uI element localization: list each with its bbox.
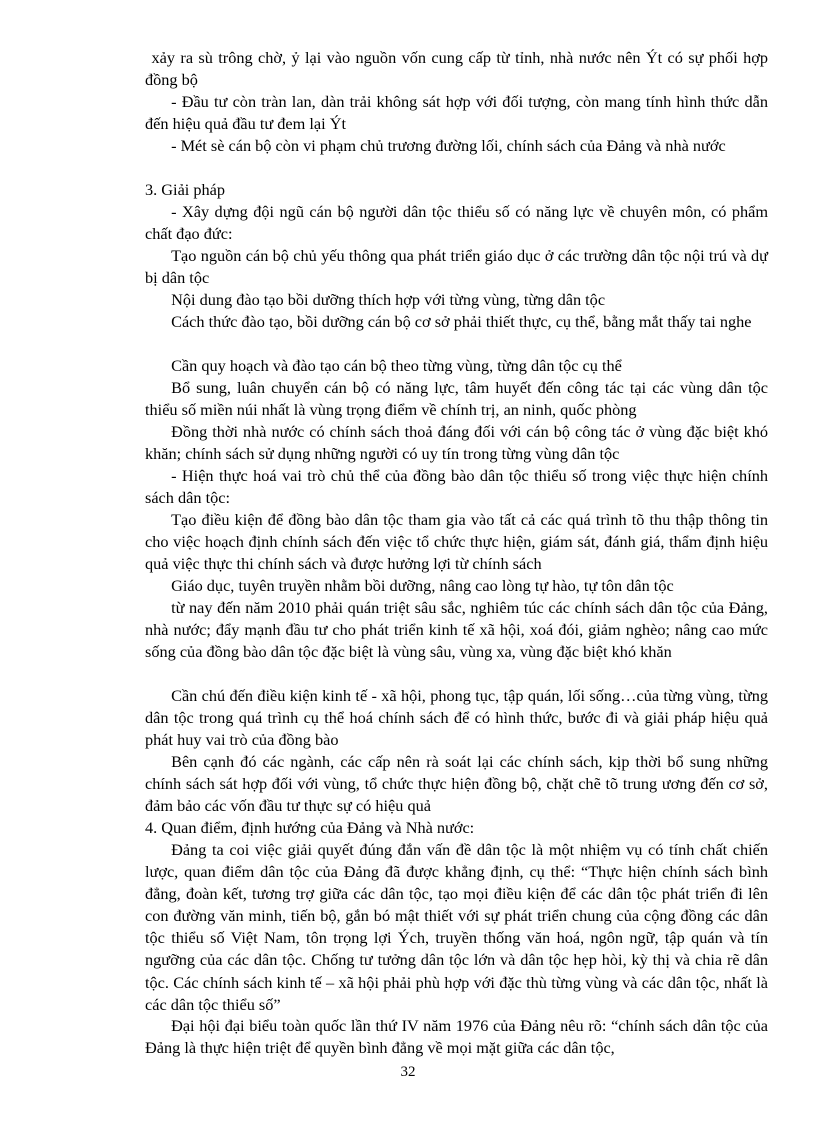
paragraph-education: Giáo dục, tuyên truyền nhằm bồi dưỡng, nâng cao lòng tự hào, tự tôn dân tộc [171,576,674,595]
paragraph-until-2010: từ nay đến năm 2010 phải quán triệt sâu sắc, nghiêm túc các chính sách dân tộc của Đảng, nhà nước; đẩy mạnh đầu tư cho phát triển kinh tế xã hội, xoá đói, giảm nghèo; nâng cao mức sống của đồng bào dân tộc đặc biệt là vùng sâu, vùng xa, vùng đặc biệt khó khăn [145,598,768,662]
section-heading-solutions: 3. Giải pháp [145,180,226,199]
paragraph-party-viewpoint: Đảng ta coi việc giải quyết đúng đắn vấn đề dân tộc là một nhiệm vụ có tính chất chiến lược, quan điểm dân tộc của Đảng đã được khẳng định, cụ thể: “Thực hiện chính sách bình đẳng, đoàn kết, tương trợ giữa các dân tộc, tạo mọi điều kiện để các dân tộc phát triển đi lên con đường văn minh, tiến bộ, gắn bó mật thiết với sự phát triển chung của cộng đồng các dân tộc thiểu số Việt Nam, tôn trọng lợi Ých, truyền thống văn hoá, ngôn ngữ, tập quán và tín ngưỡng của các dân tộc. Chống tư tưởng dân tộc lớn và dân tộc hẹp hòi, kỳ thị và chia rẽ dân tộc. Các chính sách kinh tế – xã hội phải phù hợp với đặc thù từng vùng và các dân tộc, nhất là các dân tộc thiểu số” [145,840,768,1014]
paragraph-state-policy: Đồng thời nhà nước có chính sách thoả đáng đối với cán bộ công tác ở vùng đặc biệt khó khăn; chính sách sử dụng những người có uy tín trong từng vùng dân tộc [145,422,768,464]
paragraph-subject-role: - Hiện thực hoá vai trò chủ thể của đồng bào dân tộc thiểu số trong việc thực hiện chính sách dân tộc: [145,466,768,508]
section-heading-viewpoints: 4. Quan điểm, định hướng của Đảng và Nhà nước: [145,818,475,837]
page-number: 32 [400,1064,416,1080]
paragraph-build-cadre: - Xây dựng đội ngũ cán bộ người dân tộc thiểu số có năng lực về chuyên môn, có phẩm chất đạo đức: [145,202,768,244]
paragraph-participation: Tạo điều kiện để đồng bào dân tộc tham gia vào tất cả các quá trình tõ thu thập thông tin cho việc hoạch định chính sách đến việc tổ chức thực hiện, giám sát, đánh giá, thẩm định hiệu quả việc thực thi chính sách và được hưởng lợi từ chính sách [145,510,768,574]
paragraph-rotation: Bổ sung, luân chuyển cán bộ có năng lực, tâm huyết đến công tác tại các vùng dân tộc thiểu số miền núi nhất là vùng trọng điểm về chính trị, an ninh, quốc phòng [145,378,768,420]
paragraph-cadre-source: Tạo nguồn cán bộ chủ yếu thông qua phát triển giáo dục ở các trường dân tộc nội trú và dự bị dân tộc [145,246,768,288]
paragraph-cadre-violations: - Mét sè cán bộ còn vi phạm chủ trương đường lối, chính sách của Đảng và nhà nước [171,136,726,155]
paragraph-training-content: Nội dung đào tạo bồi dưỡng thích hợp với từng vùng, từng dân tộc [171,290,606,309]
paragraph-continuation: xảy ra sù trông chờ, ỷ lại vào nguồn vốn cung cấp từ tỉnh, nhà nước nên Ýt có sự phối hợp đồng bộ [145,48,768,90]
paragraph-planning: Cần quy hoạch và đào tạo cán bộ theo từng vùng, từng dân tộc cụ thể [171,356,622,375]
paragraph-investment-spread: - Đầu tư còn tràn lan, dàn trải không sát hợp với đối tượng, còn mang tính hình thức dẫn đến hiệu quả đầu tư đem lại Ýt [145,92,768,134]
paragraph-congress-iv: Đại hội đại biểu toàn quốc lần thứ IV năm 1976 của Đảng nêu rõ: “chính sách dân tộc của Đảng là thực hiện triệt để quyền bình đẳng về mọi mặt giữa các dân tộc, [145,1016,768,1058]
paragraph-training-method: Cách thức đào tạo, bồi dưỡng cán bộ cơ sở phải thiết thực, cụ thể, bằng mắt thấy tai nghe [171,312,752,331]
paragraph-review-policies: Bên cạnh đó các ngành, các cấp nên rà soát lại các chính sách, kịp thời bổ sung những chính sách sát hợp đối với vùng, tổ chức thực hiện đồng bộ, chặt chẽ tõ trung ương đến cơ sở, đảm bảo các vốn đầu tư thực sự có hiệu quả [145,752,768,816]
paragraph-conditions: Cần chú đến điều kiện kinh tế - xã hội, phong tục, tập quán, lối sống…của từng vùng, từng dân tộc trong quá trình cụ thể hoá chính sách để có hình thức, bước đi và giải pháp hiệu quả phát huy vai trò của đồng bào [145,686,768,750]
